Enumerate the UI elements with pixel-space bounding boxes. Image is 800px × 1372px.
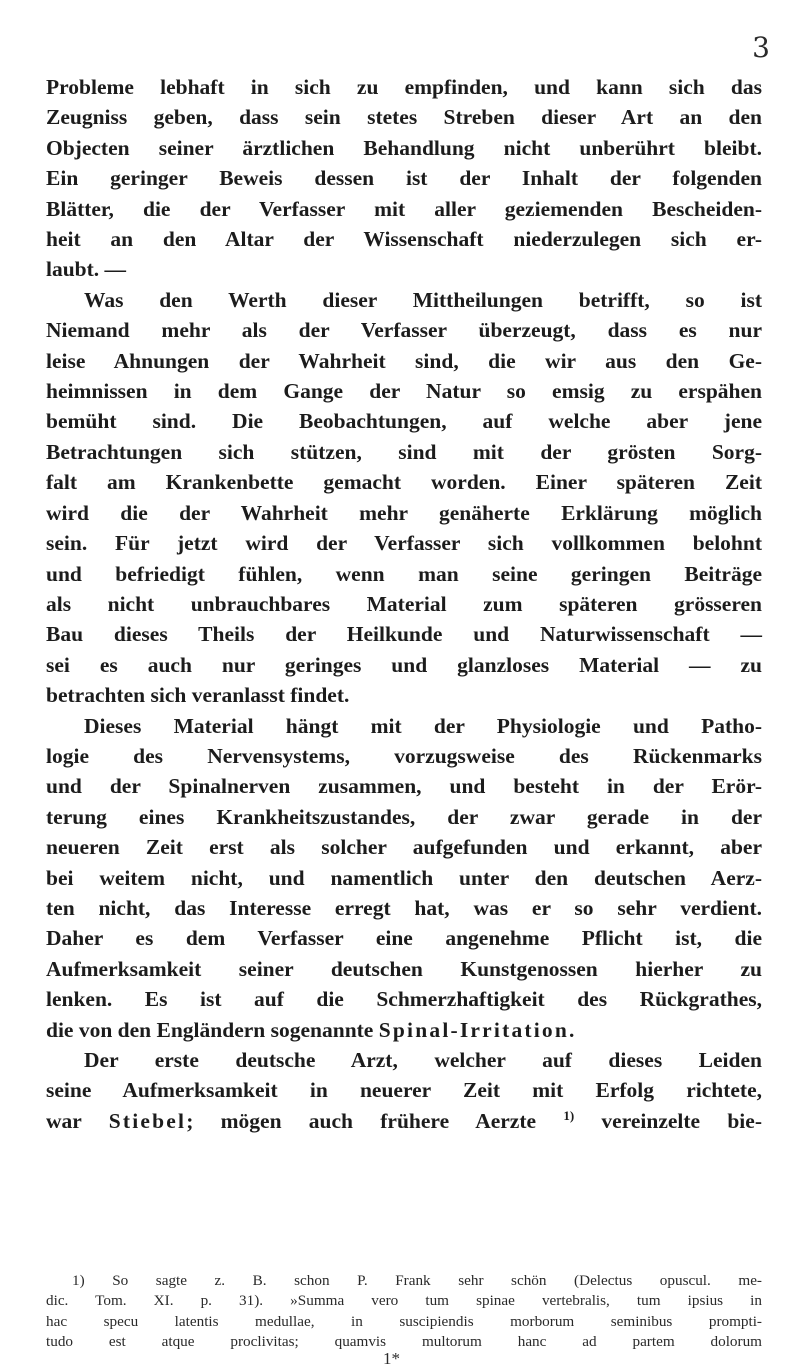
text-line: Blätter, die der Verfasser mit aller geziemenden Bescheiden-: [46, 196, 762, 221]
text-fragment: ; mögen auch frühere Aerzte: [186, 1108, 564, 1133]
footnote-line: tudo est atque proclivitas; quamvis multorum hanc ad partem dolorum: [46, 1332, 762, 1350]
footnote-line: 1) So sagte z. B. schon P. Frank sehr schön (Delectus opuscul. me-: [72, 1272, 762, 1289]
footnote-line: hac specu latentis medullae, in suscipiendis morborum seminibus prompti-: [46, 1312, 762, 1330]
text-fragment: die von den Engländern sogenannte: [46, 1017, 379, 1042]
text-line: seine Aufmerksamkeit in neuerer Zeit mit Erfolg richtete,: [46, 1078, 762, 1103]
text-line: heit an den Altar der Wissenschaft niederzulegen sich er-: [46, 227, 762, 252]
text-line: Dieses Material hängt mit der Physiologie und Patho-: [84, 713, 762, 738]
text-line: sei es auch nur geringes und glanzloses Material — zu: [46, 652, 762, 677]
emphasized-name: Stiebel: [108, 1108, 187, 1133]
text-line: leise Ahnungen der Wahrheit sind, die wir aus den Ge-: [46, 348, 762, 373]
text-line: [46, 1015, 762, 1045]
text-line: Bau dieses Theils der Heilkunde und Naturwissenschaft —: [46, 622, 762, 647]
emphasized-term: Spinal-Irritation: [378, 1017, 570, 1042]
text-line: betrachten sich veranlasst findet.: [46, 683, 350, 708]
paragraph-3: [46, 711, 762, 1045]
footnote: [46, 1271, 762, 1352]
text-line: falt am Krankenbette gemacht worden. Einer späteren Zeit: [46, 470, 762, 495]
text-line: terung eines Krankheitszustandes, der zwar gerade in der: [46, 804, 762, 829]
text-fragment: war: [46, 1108, 109, 1133]
text-line: heimnissen in dem Gange der Natur so emsig zu erspähen: [46, 379, 762, 404]
text-line: Niemand mehr als der Verfasser überzeugt, dass es nur: [46, 318, 762, 343]
text-line: logie des Nervensystems, vorzugsweise des Rückenmarks: [46, 743, 762, 768]
signature-mark: 1*: [383, 1349, 400, 1368]
footnote-reference[interactable]: 1): [563, 1107, 575, 1123]
text-line: als nicht unbrauchbares Material zum späteren grösseren: [46, 591, 762, 616]
text-line: Betrachtungen sich stützen, sind mit der grösten Sorg-: [46, 439, 762, 464]
text-line: Probleme lebhaft in sich zu empfinden, und kann sich das: [46, 75, 762, 99]
text-line: Aufmerksamkeit seiner deutschen Kunstgenossen hierher zu: [46, 956, 762, 981]
text-line: lenken. Es ist auf die Schmerzhaftigkeit des Rückgrathes,: [46, 987, 762, 1012]
text-line: Was den Werth dieser Mittheilungen betrifft, so ist: [84, 287, 762, 312]
text-line: und der Spinalnerven zusammen, und besteht in der Erör-: [46, 774, 762, 799]
footnote-line: dic. Tom. XI. p. 31). »Summa vero tum spinae vertebralis, tum ipsius in: [46, 1292, 762, 1310]
text-fragment: .: [569, 1017, 575, 1042]
text-line: Daher es dem Verfasser eine angenehme Pflicht ist, die: [46, 926, 762, 951]
page-number: 3: [752, 31, 770, 64]
paragraph-2: [46, 285, 762, 711]
paragraph-4: [46, 1045, 762, 1136]
text-line: Objecten seiner ärztlichen Behandlung nicht unberührt bleibt.: [46, 135, 762, 160]
paragraph-1: [46, 72, 762, 285]
text-line: Der erste deutsche Arzt, welcher auf dieses Leiden: [84, 1048, 762, 1072]
main-text: [46, 72, 762, 1136]
text-line: sein. Für jetzt wird der Verfasser sich vollkommen belohnt: [46, 531, 762, 556]
text-fragment: vereinzelte bie-: [574, 1108, 762, 1133]
text-line: Ein geringer Beweis dessen ist der Inhalt der folgenden: [46, 166, 762, 191]
text-line: bei weitem nicht, und namentlich unter den deutschen Aerz-: [46, 865, 762, 890]
text-line: neueren Zeit erst als solcher aufgefunden und erkannt, aber: [46, 835, 762, 860]
text-line: bemüht sind. Die Beobachtungen, auf welche aber jene: [46, 409, 762, 434]
text-line: ten nicht, das Interesse erregt hat, was er so sehr verdient.: [46, 895, 762, 920]
text-line: Zeugniss geben, dass sein stetes Streben dieser Art an den: [46, 105, 762, 130]
text-line: und befriedigt fühlen, wenn man seine geringen Beiträge: [46, 561, 762, 586]
text-line: [46, 1106, 762, 1136]
text-line: wird die der Wahrheit mehr genäherte Erklärung möglich: [46, 500, 762, 525]
text-line: laubt. —: [46, 257, 127, 282]
